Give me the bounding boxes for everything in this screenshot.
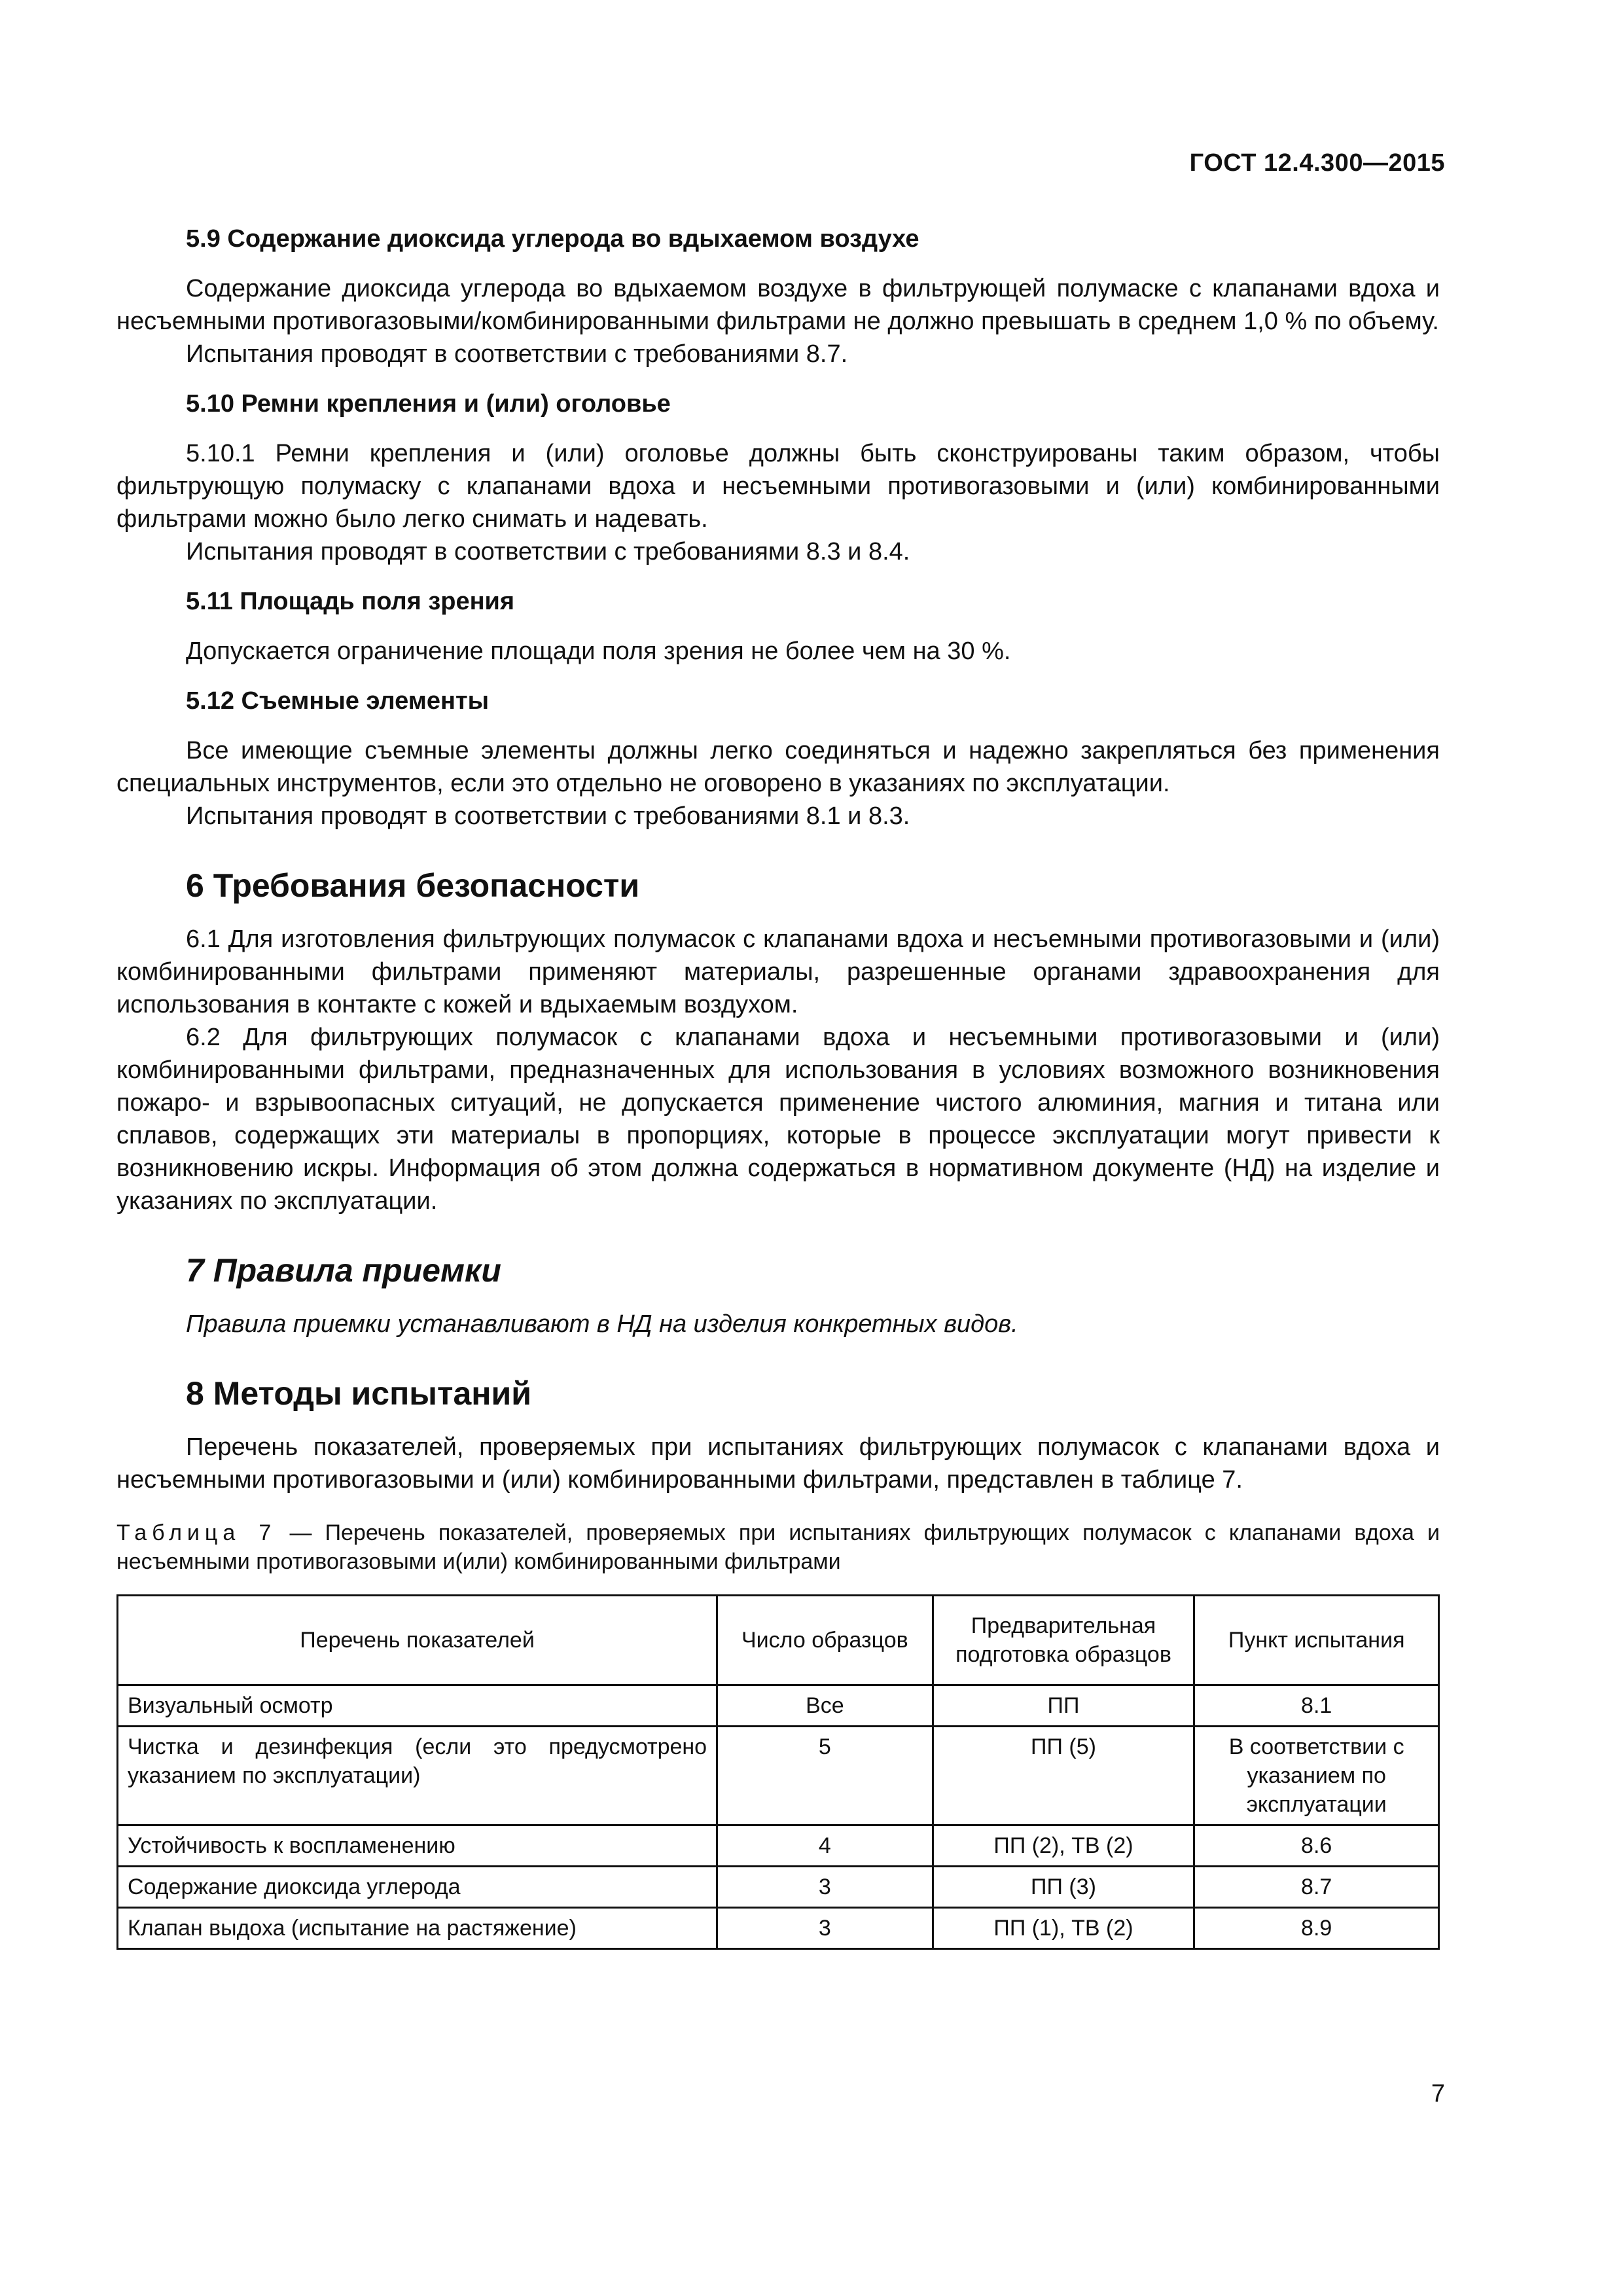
section-6-paragraph-1: 6.1 Для изготовления фильтрующих полумасок с клапанами вдоха и несъемными противогазовыми и (или) комбинированными фильтрами применяют материалы, разрешенные органами здравоохранения для использования в контакте с кожей и вдыхаемым воздухом. <box>116 925 1440 1018</box>
section-5-12-paragraph-1: Все имеющие съемные элементы должны легко соединяться и надежно закрепляться без применения специальных инструментов, если это отдельно не оговорено в указаниях по эксплуатации. <box>116 737 1440 797</box>
indicators-table <box>116 1594 1440 1950</box>
table-row <box>118 1867 1439 1908</box>
table-cell: 8.7 <box>1194 1867 1439 1908</box>
section-8-heading: 8 Методы испытаний <box>186 1375 531 1412</box>
section-5-10-paragraph-2: Испытания проводят в соответствии с требованиями 8.3 и 8.4. <box>186 538 910 565</box>
section-5-10-heading: 5.10 Ремни крепления и (или) оголовье <box>186 390 671 418</box>
section-5-9-paragraph-1: Содержание диоксида углерода во вдыхаемом воздухе в фильтрующей полумаске с клапанами вдоха и несъемными противогазовыми/комбинированными фильтрами не должно превышать в среднем 1,0 % по объему. <box>116 275 1440 335</box>
table-caption <box>116 1518 1440 1576</box>
table-cell: 3 <box>717 1908 933 1949</box>
table-cell: В соответствии с указанием по эксплуатации <box>1194 1727 1439 1825</box>
table-row <box>118 1685 1439 1727</box>
section-5-11-paragraph-1: Допускается ограничение площади поля зрения не более чем на 30 %. <box>186 637 1011 665</box>
table-caption-label: Таблица 7 <box>116 1520 277 1545</box>
table-cell: 3 <box>717 1867 933 1908</box>
table-header-cell: Предварительная подготовка образцов <box>933 1596 1194 1685</box>
table-header-cell: Пункт испытания <box>1194 1596 1439 1685</box>
section-7-heading: 7 Правила приемки <box>186 1252 501 1289</box>
table-cell: 8.6 <box>1194 1825 1439 1867</box>
section-5-9-paragraph-2: Испытания проводят в соответствии с требованиями 8.7. <box>186 340 848 368</box>
table-row <box>118 1825 1439 1867</box>
table-cell: ПП <box>933 1685 1194 1727</box>
table-cell: Все <box>717 1685 933 1727</box>
table-cell: 8.9 <box>1194 1908 1439 1949</box>
table-header-cell: Перечень показателей <box>118 1596 717 1685</box>
table-cell: ПП (1), ТВ (2) <box>933 1908 1194 1949</box>
table-cell: ПП (3) <box>933 1867 1194 1908</box>
table-header-row <box>118 1596 1439 1685</box>
table-cell: Содержание диоксида углерода <box>118 1867 717 1908</box>
table-cell: Клапан выдоха (испытание на растяжение) <box>118 1908 717 1949</box>
section-5-12-paragraph-2: Испытания проводят в соответствии с требованиями 8.1 и 8.3. <box>186 802 910 830</box>
table-cell: ПП (2), ТВ (2) <box>933 1825 1194 1867</box>
section-6-paragraph-2: 6.2 Для фильтрующих полумасок с клапанами вдоха и несъемными противогазовыми и (или) комбинированными фильтрами, предназначенных для использования в условиях возможного возникновения пожаро- и взрывоопасных ситуаций, не допускается применение чистого алюминия, магния и титана или сплавов, содержащих эти материалы в пропорциях, которые в процессе эксплуатации могут привести к возникновению искры. Информация об этом должна содержаться в нормативном документе (НД) на изделие и указаниях по эксплуатации. <box>116 1024 1440 1215</box>
section-5-10-paragraph-1: 5.10.1 Ремни крепления и (или) оголовье должны быть сконструированы таким образом, чтобы фильтрующую полумаску с клапанами вдоха и несъемными противогазовыми и (или) комбинированными фильтрами можно было легко снимать и надевать. <box>116 440 1440 533</box>
table-row <box>118 1727 1439 1825</box>
table-cell: Визуальный осмотр <box>118 1685 717 1727</box>
page-content <box>116 223 1440 1950</box>
section-5-12-heading: 5.12 Съемные элементы <box>186 687 490 715</box>
table-cell: 4 <box>717 1825 933 1867</box>
document-code: ГОСТ 12.4.300—2015 <box>1189 149 1445 177</box>
section-8-paragraph-1: Перечень показателей, проверяемых при испытаниях фильтрующих полумасок с клапанами вдоха и несъемными противогазовыми и (или) комбинированными фильтрами, представлен в таблице 7. <box>116 1433 1440 1494</box>
page-number: 7 <box>1431 2080 1445 2108</box>
table-cell: ПП (5) <box>933 1727 1194 1825</box>
table-cell: Устойчивость к воспламенению <box>118 1825 717 1867</box>
table-header-cell: Число образцов <box>717 1596 933 1685</box>
section-5-9-heading: 5.9 Содержание диоксида углерода во вдыхаемом воздухе <box>186 225 919 253</box>
section-6-heading: 6 Требования безопасности <box>186 867 640 904</box>
table-caption-text: — Перечень показателей, проверяемых при испытаниях фильтрующих полумасок с клапанами вдоха и несъемными противогазовыми и(или) комбинированными фильтрами <box>116 1520 1440 1574</box>
section-5-11-heading: 5.11 Площадь поля зрения <box>186 588 515 615</box>
table-cell: 5 <box>717 1727 933 1825</box>
table-cell: 8.1 <box>1194 1685 1439 1727</box>
section-7-paragraph-1: Правила приемки устанавливают в НД на изделия конкретных видов. <box>186 1310 1018 1338</box>
table-cell: Чистка и дезинфекция (если это предусмотрено указанием по эксплуатации) <box>118 1727 717 1825</box>
table-row <box>118 1908 1439 1949</box>
